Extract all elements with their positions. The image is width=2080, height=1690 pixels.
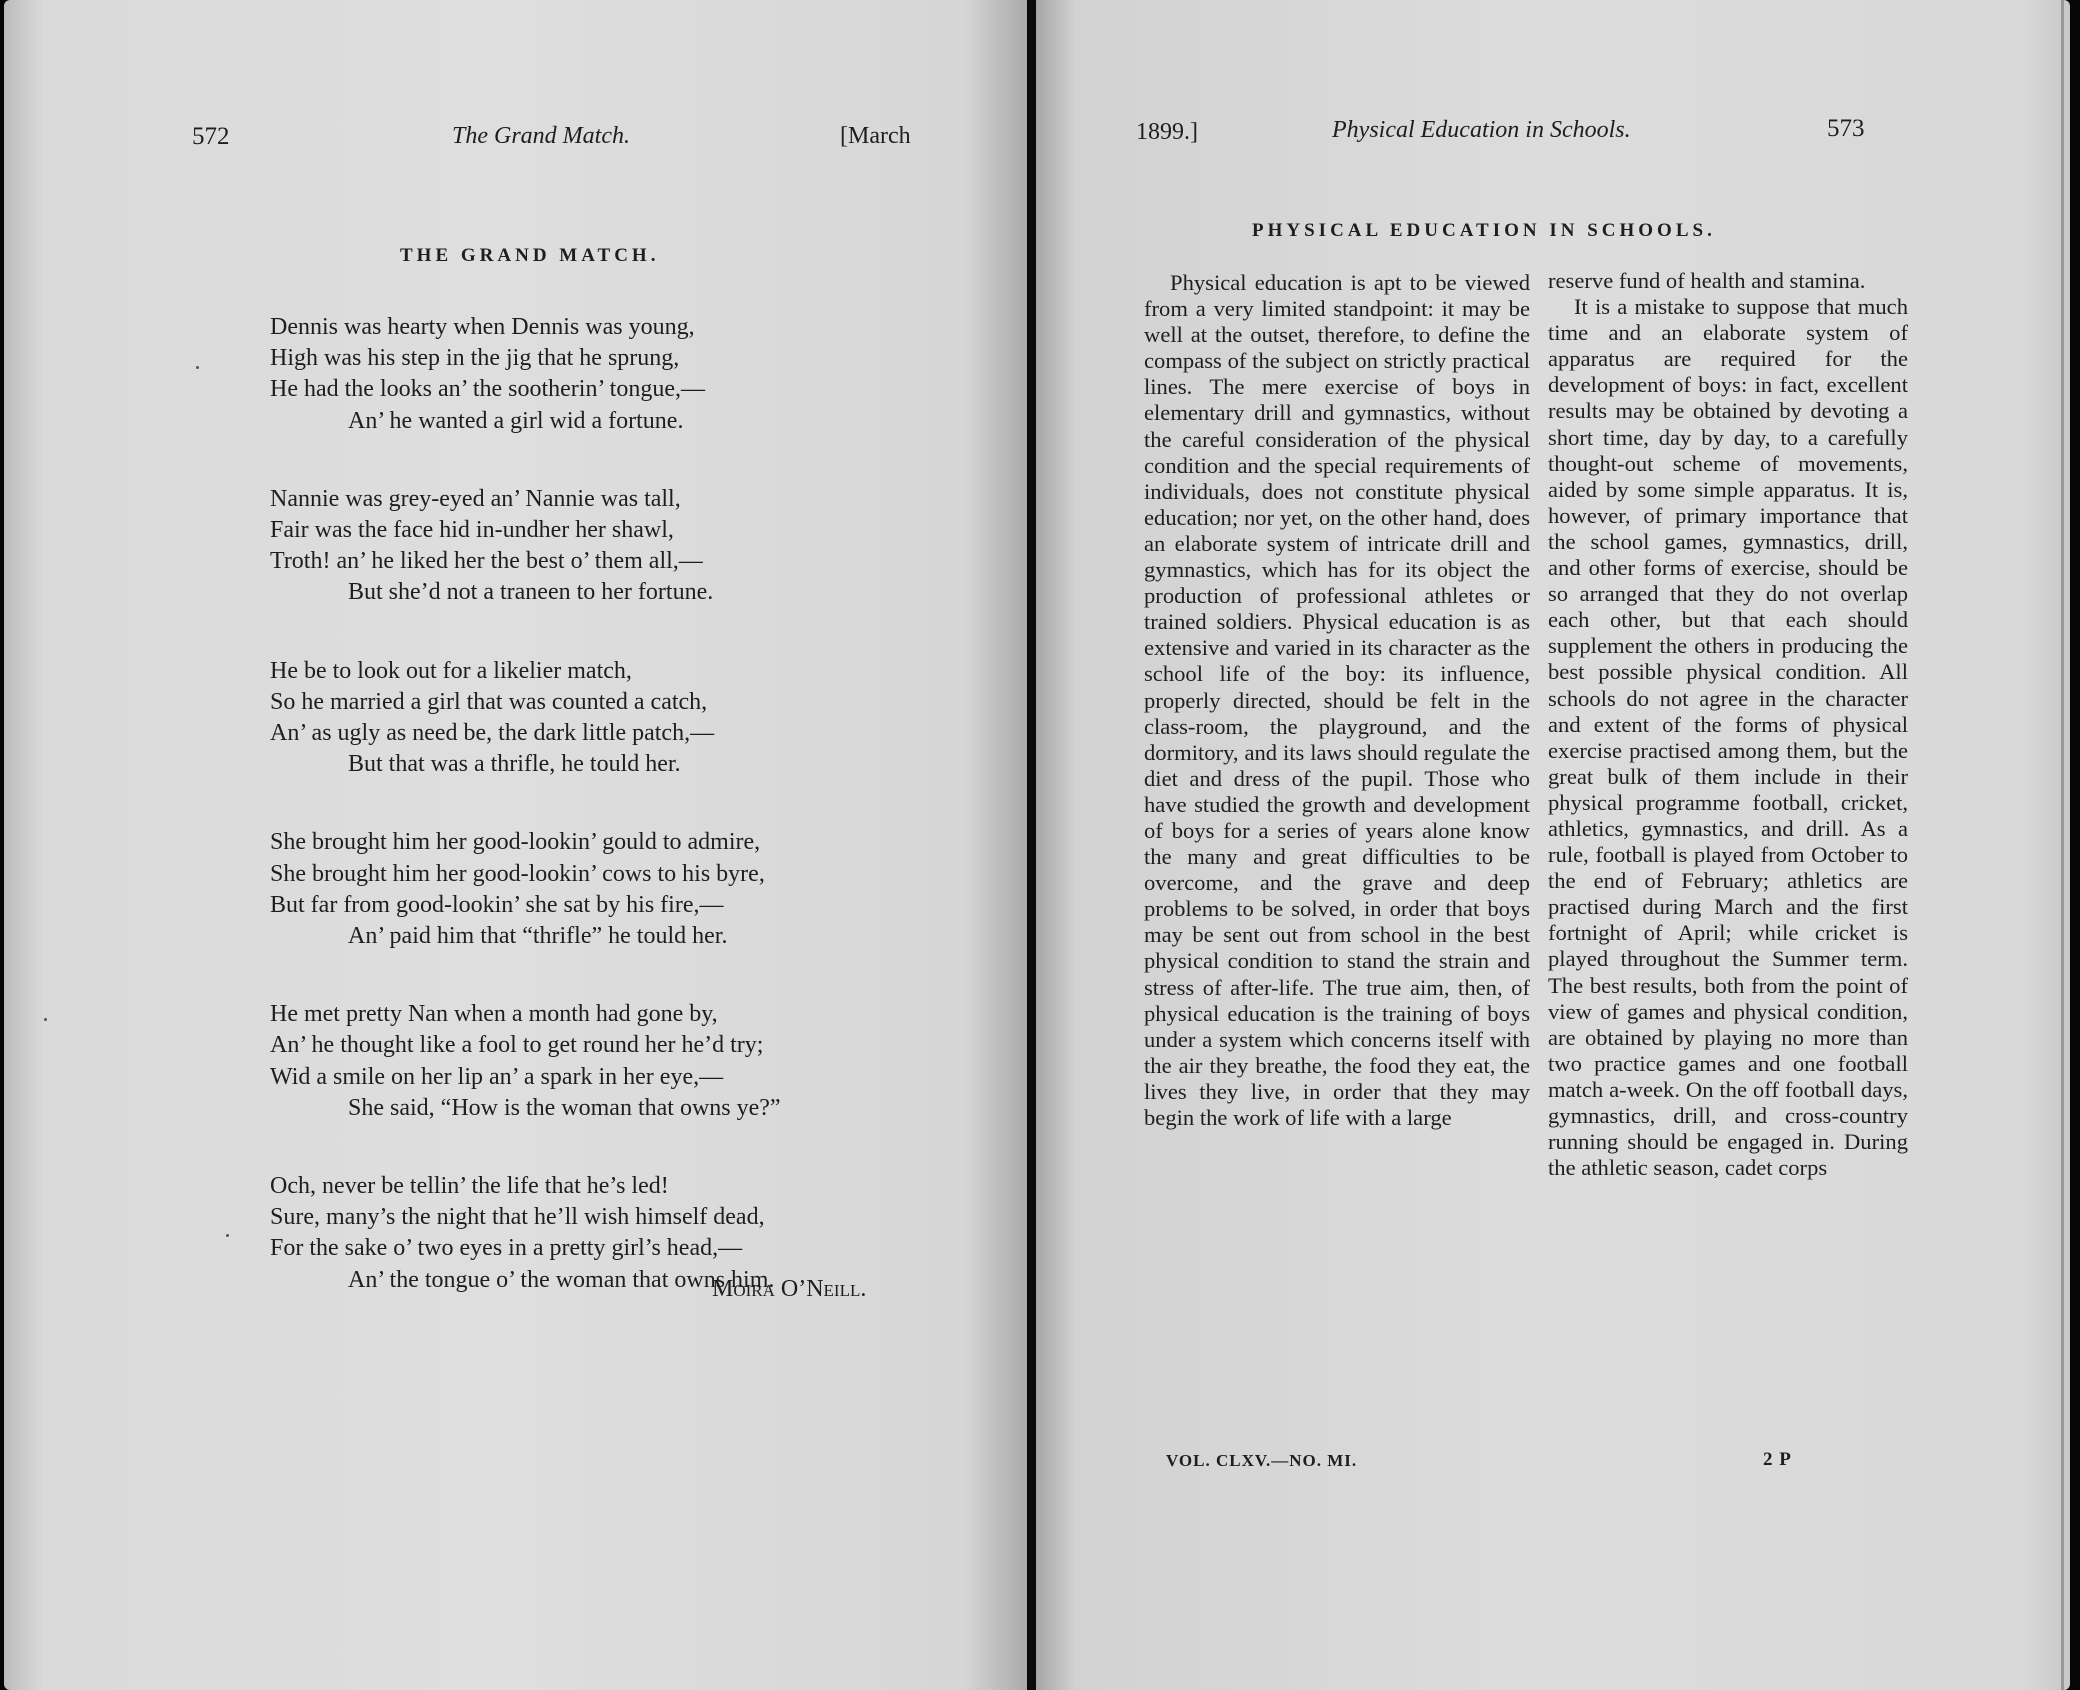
poem-line: Och, never be tellin’ the life that he’s led! <box>270 1173 669 1200</box>
poem-line: She brought him her good-lookin’ cows to his byre, <box>270 860 765 887</box>
page-speck <box>196 366 199 369</box>
text-column-2 <box>1548 268 1908 1181</box>
page-edge <box>2061 0 2064 1690</box>
poem-line: An’ the tongue o’ the woman that owns him. <box>348 1266 775 1293</box>
stanza <box>270 999 781 1124</box>
poem-line: High was his step in the jig that he sprung, <box>270 345 680 372</box>
running-title-right: Physical Education in Schools. <box>1332 117 1631 143</box>
page-speck <box>226 1234 229 1237</box>
poem-line: Sure, many’s the night that he’ll wish himself dead, <box>270 1204 765 1231</box>
running-date-right: 1899.] <box>1136 119 1198 145</box>
poem-line: Nannie was grey-eyed an’ Nannie was tall, <box>270 485 681 512</box>
poem-line: But that was a thrifle, he tould her. <box>348 751 681 778</box>
poem-line: An’ he wanted a girl wid a fortune. <box>348 407 684 434</box>
paragraph: reserve fund of health and stamina. <box>1548 268 1866 293</box>
poem-line: So he married a girl that was counted a catch, <box>270 688 708 715</box>
left-page <box>4 0 1030 1690</box>
running-title-left: The Grand Match. <box>452 123 630 149</box>
poem-line: He be to look out for a likelier match, <box>270 657 632 684</box>
paragraph: Physical education is apt to be viewed from a very limited standpoint: it may be well at the outset, therefore, to define the compass of the subject on strictly practical lines. The mere exercise of boys in elementary drill and gymnastics, without the careful consideration of the physical condition and the special requirements of individuals, does not constitute physical education; nor yet, on the other hand, does an elaborate system of intricate drill and gymnastics, which has for its object the production of professional athletes or trained soldiers. Physical education is as extensive and varied in its character as the school life of the boy: its influence, properly directed, should be felt in the class-room, the playground, and the dormitory, and its laws should regulate the diet and dress of the pupil. Those who have studied the growth and development of boys for a series of years alone know the many and great difficulties to be overcome, and the grave and deep problems to be solved, in order that boys may be sent out from school in the best physical condition to stand the strain and stress of after-life. The true aim, then, of physical education is the training of boys under a system which concerns itself with the air they breathe, the food they eat, the lives they live, in order that they may begin the work of life with a large <box>1144 270 1530 1130</box>
poem-line: But she’d not a traneen to her fortune. <box>348 579 714 606</box>
poem-line: He met pretty Nan when a month had gone by, <box>270 1001 718 1028</box>
right-page <box>1036 0 2070 1690</box>
poem-title: THE GRAND MATCH. <box>400 245 660 266</box>
page-speck <box>44 1018 47 1021</box>
page-number-left: 572 <box>192 123 230 150</box>
stanza <box>270 312 781 437</box>
stanza <box>270 484 781 609</box>
poem-body <box>270 312 781 1343</box>
poem-line: An’ as ugly as need be, the dark little patch,— <box>270 720 715 747</box>
signature-mark: 2 P <box>1763 1449 1792 1470</box>
poem-line: Troth! an’ he liked her the best o’ them all,— <box>270 548 703 575</box>
stanza <box>270 827 781 952</box>
poem-line: An’ he thought like a fool to get round her he’d try; <box>270 1032 764 1059</box>
poem-line: She said, “How is the woman that owns ye?” <box>348 1094 781 1121</box>
article-title: PHYSICAL EDUCATION IN SCHOOLS. <box>1252 220 1716 241</box>
poem-line: Dennis was hearty when Dennis was young, <box>270 314 695 340</box>
stanza <box>270 656 781 781</box>
volume-footer: VOL. CLXV.—NO. MI. <box>1166 1451 1358 1470</box>
poem-line: But far from good-lookin’ she sat by his fire,— <box>270 891 724 918</box>
page-number-right: 573 <box>1827 115 1865 142</box>
paragraph: It is a mistake to suppose that much time and an elaborate system of apparatus are required for the development of boys: in fact, excellent results may be obtained by devoting a short time, day by day, to a carefully thought-out scheme of movements, aided by some simple apparatus. It is, however, of primary importance that the school games, gymnastics, drill, and other forms of exercise, should be so arranged that they do not overlap each other, but that each should supplement the others in producing the best possible physical condition. All schools do not agree in the character and extent of the forms of physical exercise practised among them, but the great bulk of them include in their physical programme football, cricket, athletics, gymnastics, and drill. As a rule, football is played from October to the end of February; athletics are practised during March and the first fortnight of April; while cricket is played throughout the Summer term. The best results, both from the point of view of games and physical condition, are obtained by playing no more than two practice games and one football match a-week. On the off football days, gymnastics, drill, and cross-country running should be engaged in. During the athletic season, cadet corps <box>1548 294 1908 1181</box>
poem-signature: Moira O’Neill. <box>712 1276 867 1302</box>
poem-line: He had the looks an’ the sootherin’ tongue,— <box>270 376 705 403</box>
poem-line: An’ paid him that “thrifle” he tould her. <box>348 923 728 950</box>
poem-line: Wid a smile on her lip an’ a spark in her eye,— <box>270 1063 724 1090</box>
stanza <box>270 1171 781 1296</box>
poem-line: Fair was the face hid in-undher her shawl, <box>270 517 674 544</box>
poem-line: For the sake o’ two eyes in a pretty girl’s head,— <box>270 1235 743 1262</box>
poem-line: She brought him her good-lookin’ gould to admire, <box>270 829 761 856</box>
running-date-left: [March <box>840 123 911 149</box>
text-column-1 <box>1144 270 1530 1131</box>
